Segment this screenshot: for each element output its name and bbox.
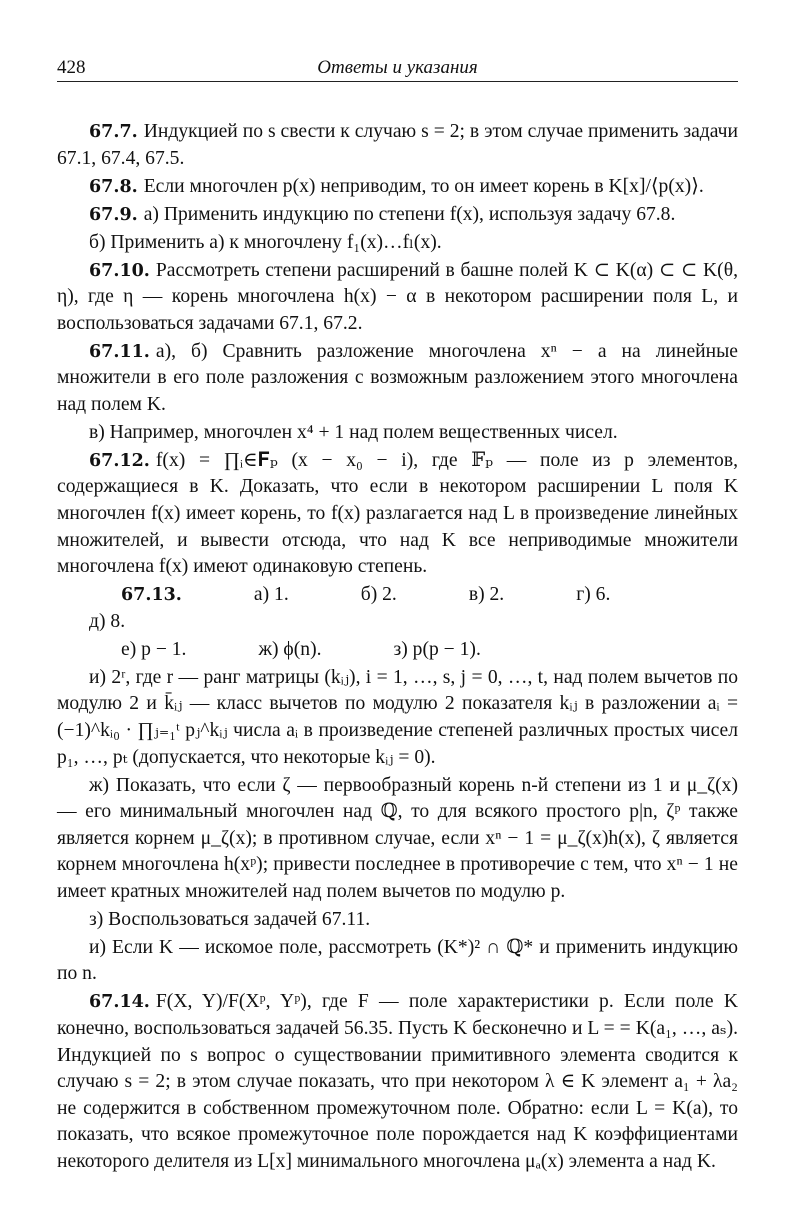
answer-67-13-row2 bbox=[57, 637, 738, 664]
answer-text: и) 2ʳ, где r — ранг матрицы (kᵢⱼ), i = 1, …, s, j = 0, …, t, над полем вычетов по модулю 2 и k̄ᵢⱼ — класс вычетов по модулю 2 показателя kᵢⱼ в разложении aᵢ = (−1)^kᵢ₀ · ∏ⱼ₌₁ᵗ pⱼ^kᵢⱼ числа aᵢ в произведение степеней различных простых чисел p₁, …, pₜ (допускается, что некоторые kᵢⱼ = 0). bbox=[57, 666, 738, 768]
answer-text: в) Например, многочлен x⁴ + 1 над полем вещественных чисел. bbox=[89, 421, 618, 443]
answer-text: а), б) Сравнить разложение многочлена xⁿ − a на линейные множители в его поле разложения с возможным разложением этого многочлена над полем K. bbox=[57, 340, 738, 415]
answer-67-13z bbox=[57, 907, 738, 934]
answer-text: ж) Показать, что если ζ — первообразный корень n-й степени из 1 и μ_ζ(x) — его минимальный многочлен над ℚ, то для всякого простого p|n, ζᵖ также является корнем μ_ζ(x); в противном случае, если xⁿ − 1 = μ_ζ(x)h(x), ζ является корнем многочлена h(xᵖ); привести последнее в противоречие с тем, что xⁿ − 1 не имеет кратных множителей над полем вычетов по модулю p. bbox=[57, 774, 738, 902]
running-title: Ответы и указания bbox=[317, 57, 478, 78]
answer-67-12 bbox=[57, 448, 738, 581]
answer-67-7 bbox=[57, 119, 738, 172]
answer-text: Индукцией по s свести к случаю s = 2; в этом случае применить задачи 67.1, 67.4, 67.5. bbox=[57, 121, 738, 169]
answer-67-11 bbox=[57, 339, 738, 419]
answer-label: 67.11. bbox=[89, 341, 150, 362]
answer-text: Если многочлен p(x) неприводим, то он имеет корень в K[x]/⟨p(x)⟩. bbox=[143, 175, 704, 197]
answer-67-13i2 bbox=[57, 935, 738, 988]
answer-67-13-row1 bbox=[57, 582, 738, 635]
answer-67-10 bbox=[57, 258, 738, 338]
answer-text: б) Применить а) к многочлену f₁(x)…fₗ(x). bbox=[89, 231, 442, 253]
answer-67-9 bbox=[57, 202, 738, 229]
answer-label: 67.12. bbox=[89, 450, 150, 471]
option: а) 1. bbox=[253, 584, 289, 606]
answer-67-13i bbox=[57, 665, 738, 771]
answer-67-11c bbox=[57, 420, 738, 447]
answer-text: Рассмотреть степени расширений в башне полей K ⊂ K(α) ⊂ ⊂ K(θ, η), где η — корень многочлена h(x) − α в некотором расширении поля L, и воспользоваться задачами 67.1, 67.2. bbox=[57, 259, 738, 334]
answer-label: 67.10. bbox=[89, 260, 150, 281]
answer-67-8 bbox=[57, 174, 738, 201]
option: з) p(p − 1). bbox=[393, 638, 481, 660]
answer-text: а) Применить индукцию по степени f(x), используя задачу 67.8. bbox=[143, 203, 676, 225]
answer-text: f(x) = ∏ᵢ∈𝐅ₚ (x − x₀ − i), где 𝔽ₚ — поле из p элементов, содержащиеся в K. Доказать, что если в некотором расширении L поля K многочлен f(x) имеет корень, то f(x) разлагается над L в произведение линейных множителей, и вывести отсюда, что над K все неприводимые множители многочлена f(x) имеют одинаковую степень. bbox=[57, 449, 738, 578]
option: ж) ϕ(n). bbox=[258, 638, 322, 660]
answer-label: 67.13. bbox=[121, 585, 182, 606]
option: в) 2. bbox=[468, 584, 505, 606]
option: б) 2. bbox=[360, 584, 397, 606]
option: д) 8. bbox=[89, 610, 126, 632]
option: г) 6. bbox=[576, 584, 611, 606]
answer-text: и) Если K — искомое поле, рассмотреть (K*)² ∩ ℚ* и применить индукцию по n. bbox=[57, 936, 738, 985]
answer-67-14 bbox=[57, 989, 738, 1175]
answer-label: 67.14. bbox=[89, 992, 150, 1013]
answer-text: F(X, Y)/F(Xᵖ, Yᵖ), где F — поле характеристики p. Если поле K конечно, воспользоваться задачей 56.35. Пусть K бесконечно и L = = K(a₁, …, aₛ). Индукцией по s вопрос о существовании примитивного элемента сводится к случаю s = 2; в этом случае показать, что при некотором λ ∈ K элемент a₁ + λa₂ не содержится в собственном промежуточном поле. Обратно: если L = K(a), то показать, что всякое промежуточное поле порождается над K коэффициентами некоторого делителя из L[x] минимального многочлена μₐ(x) элемента a над K. bbox=[57, 991, 738, 1173]
answer-label: 67.8. bbox=[89, 176, 138, 197]
answer-label: 67.7. bbox=[89, 122, 138, 142]
page-content bbox=[57, 119, 738, 1177]
page-header bbox=[57, 55, 738, 82]
option: е) p − 1. bbox=[121, 638, 187, 660]
answer-text: з) Воспользоваться задачей 67.11. bbox=[89, 908, 371, 930]
answer-67-9b bbox=[57, 230, 738, 257]
answer-67-13zh bbox=[57, 773, 738, 906]
answer-label: 67.9. bbox=[89, 204, 138, 225]
page-number: 428 bbox=[57, 57, 86, 78]
